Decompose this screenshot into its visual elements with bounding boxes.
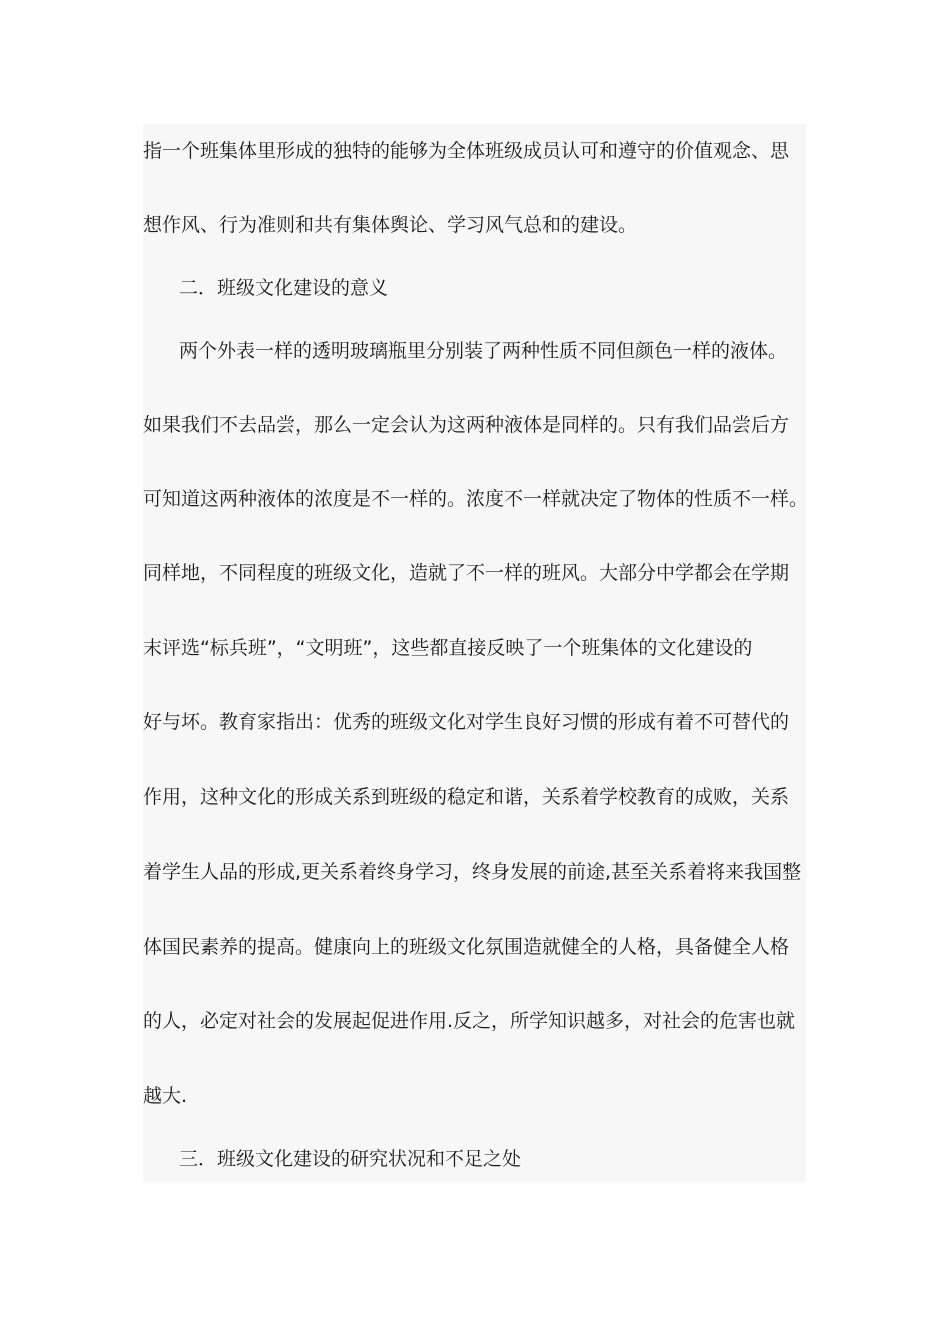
body-text-line: 同样地，不同程度的班级文化，造就了不一样的班风。大部分中学都会在学期 — [143, 562, 790, 584]
body-text-line: 可知道这两种液体的浓度是不一样的。浓度不一样就决定了物体的性质不一样。 — [143, 488, 809, 510]
body-text-line: 好与坏。教育家指出：优秀的班级文化对学生良好习惯的形成有着不可替代的 — [143, 711, 790, 733]
body-text-line: 着学生人品的形成,更关系着终身学习，终身发展的前途,甚至关系着将来我国整 — [143, 861, 802, 883]
section-heading-2: 二．班级文化建设的意义 — [179, 277, 389, 299]
body-text-line: 体国民素养的提高。健康向上的班级文化氛围造就健全的人格，具备健全人格 — [143, 936, 790, 958]
section-heading-3: 三．班级文化建设的研究状况和不足之处 — [179, 1148, 522, 1170]
body-text-line: 越大. — [143, 1085, 188, 1107]
body-text-line: 末评选“标兵班”，“文明班”，这些都直接反映了一个班集体的文化建设的 — [143, 637, 753, 659]
body-text-line: 作用，这种文化的形成关系到班级的稳定和谐，关系着学校教育的成败，关系 — [143, 786, 790, 808]
body-text-line: 想作风、行为准则和共有集体舆论、学习风气总和的建设。 — [143, 214, 638, 236]
paragraph-first-line: 两个外表一样的透明玻璃瓶里分别装了两种性质不同但颜色一样的液体。 — [179, 340, 788, 362]
body-text-line: 指一个班集体里形成的独特的能够为全体班级成员认可和遵守的价值观念、思 — [143, 140, 790, 162]
body-text-line: 如果我们不去品尝，那么一定会认为这两种液体是同样的。只有我们品尝后方 — [143, 414, 790, 436]
body-text-line: 的人，必定对社会的发展起促进作用.反之，所学知识越多，对社会的危害也就 — [143, 1010, 796, 1032]
